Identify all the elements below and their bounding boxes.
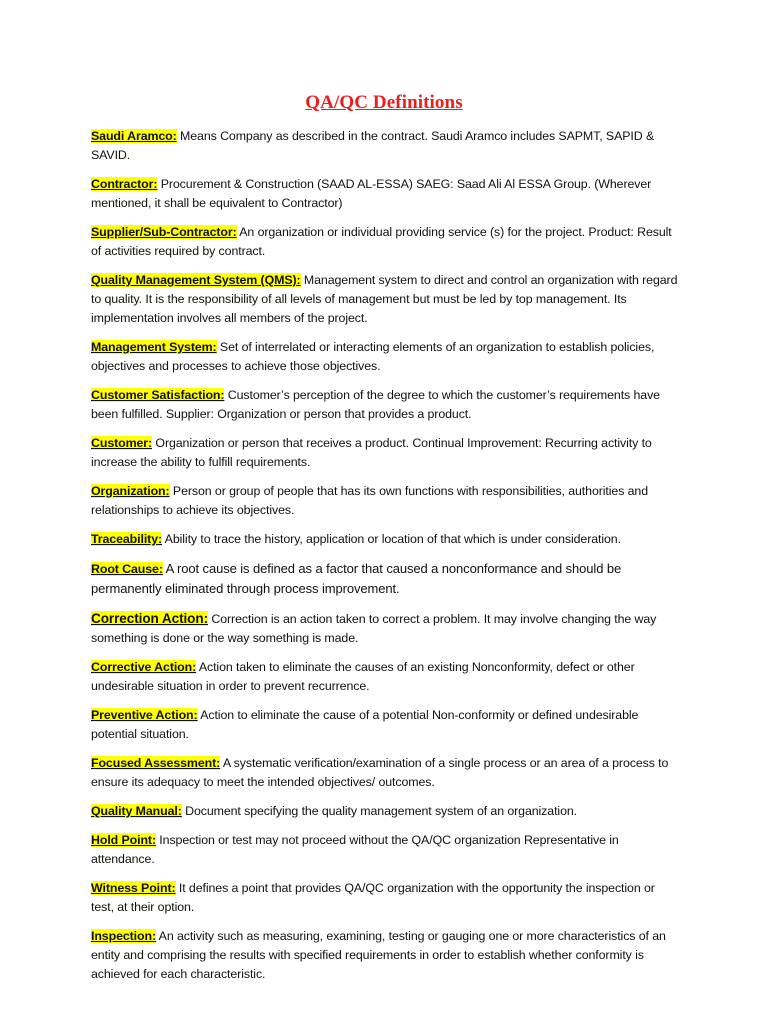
definition-corrective-action xyxy=(91,658,681,696)
definition-text: Action taken to eliminate the causes of an existing Nonconformity, defect or other undesirable situation in order to prevent recurrence. xyxy=(91,660,635,693)
definition-text: Customer’s perception of the degree to which the customer’s requirements have been fulfilled. Supplier: Organization or person that provides a product. xyxy=(91,388,660,421)
definition-text: Person or group of people that has its own functions with responsibilities, authorities and relationships to achieve its objectives. xyxy=(91,484,649,517)
definition-text: Procurement & Construction (SAAD AL-ESSA) SAEG: Saad Ali Al ESSA Group. (Wherever mentioned, it shall be equivalent to Contractor) xyxy=(91,177,652,210)
definition-management-system xyxy=(91,338,681,376)
definition-text: A systematic verification/examination of a single process or an area of a process to ensure its adequacy to meet the intended objectives/ outcomes. xyxy=(91,756,669,789)
term-label: Hold Point: xyxy=(91,833,156,847)
term-label: Focused Assessment: xyxy=(91,756,221,770)
definition-text: Document specifying the quality management system of an organization. xyxy=(181,804,577,818)
definition-qms xyxy=(91,271,681,328)
term-label: Supplier/Sub-Contractor: xyxy=(91,225,237,239)
definition-text: It defines a point that provides QA/QC organization with the opportunity the inspection or test, at their option. xyxy=(91,881,655,914)
term-label: Quality Manual: xyxy=(91,804,182,818)
definition-witness-point xyxy=(91,879,681,917)
term-label: Corrective Action: xyxy=(91,660,197,674)
definition-contractor xyxy=(91,175,681,213)
definition-saudi-aramco xyxy=(91,127,681,165)
definition-correction-action xyxy=(91,609,681,648)
term-label: Traceability: xyxy=(91,532,163,546)
definition-inspection xyxy=(91,927,681,984)
definition-text: Action to eliminate the cause of a potential Non-conformity or defined undesirable potential situation. xyxy=(91,708,639,741)
term-label: Root Cause: xyxy=(91,562,163,576)
definitions-list xyxy=(91,127,681,994)
definition-traceability xyxy=(91,530,681,549)
term-label: Customer: xyxy=(91,436,153,450)
definition-customer-satisfaction xyxy=(91,386,681,424)
definition-supplier-sub-contractor xyxy=(91,223,681,261)
definition-quality-manual xyxy=(91,802,681,821)
definition-text: Ability to trace the history, application or location of that which is under consideration. xyxy=(162,532,621,546)
page-title: QA/QC Definitions xyxy=(305,92,463,113)
definition-root-cause xyxy=(91,559,681,599)
definition-text: An activity such as measuring, examining, testing or gauging one or more characteristics of an entity and comprising the results with specified requirements in order to establish whether conformity is achieved for each characteristic. xyxy=(91,929,666,981)
definition-text: A root cause is defined as a factor that caused a nonconformance and should be permanently eliminated through process improvement. xyxy=(91,561,622,596)
term-label: Preventive Action: xyxy=(91,708,198,722)
definition-text: Organization or person that receives a product. Continual Improvement: Recurring activity to increase the ability to fulfill requirements. xyxy=(91,436,652,469)
definition-text: Management system to direct and control an organization with regard to quality. It is the responsibility of all levels of management but must be led by top management. Its implementation involves all members of the project. xyxy=(91,273,678,325)
term-label: Inspection: xyxy=(91,929,156,943)
definition-text: Inspection or test may not proceed without the QA/QC organization Representative in attendance. xyxy=(91,833,619,866)
definition-customer xyxy=(91,434,681,472)
definition-hold-point xyxy=(91,831,681,869)
definition-text: Correction is an action taken to correct a problem. It may involve changing the way something is done or the way something is made. xyxy=(91,612,657,645)
term-label: Customer Satisfaction: xyxy=(91,388,225,402)
term-label: Contractor: xyxy=(91,177,158,191)
term-label: Quality Management System (QMS): xyxy=(91,273,301,287)
definition-preventive-action xyxy=(91,706,681,744)
term-label: Witness Point: xyxy=(91,881,176,895)
definition-text: Set of interrelated or interacting elements of an organization to establish policies, objectives and processes to achieve those objectives. xyxy=(91,340,655,373)
definition-text: Means Company as described in the contract. Saudi Aramco includes SAPMT, SAPID & SAVID. xyxy=(91,129,655,162)
definition-organization xyxy=(91,482,681,520)
definition-focused-assessment xyxy=(91,754,681,792)
definition-text: An organization or individual providing service (s) for the project. Product: Result of activities required by contract. xyxy=(91,225,672,258)
term-label: Saudi Aramco: xyxy=(91,129,177,143)
term-label: Management System: xyxy=(91,340,217,354)
term-label: Organization: xyxy=(91,484,170,498)
term-label: Correction Action: xyxy=(91,611,209,626)
